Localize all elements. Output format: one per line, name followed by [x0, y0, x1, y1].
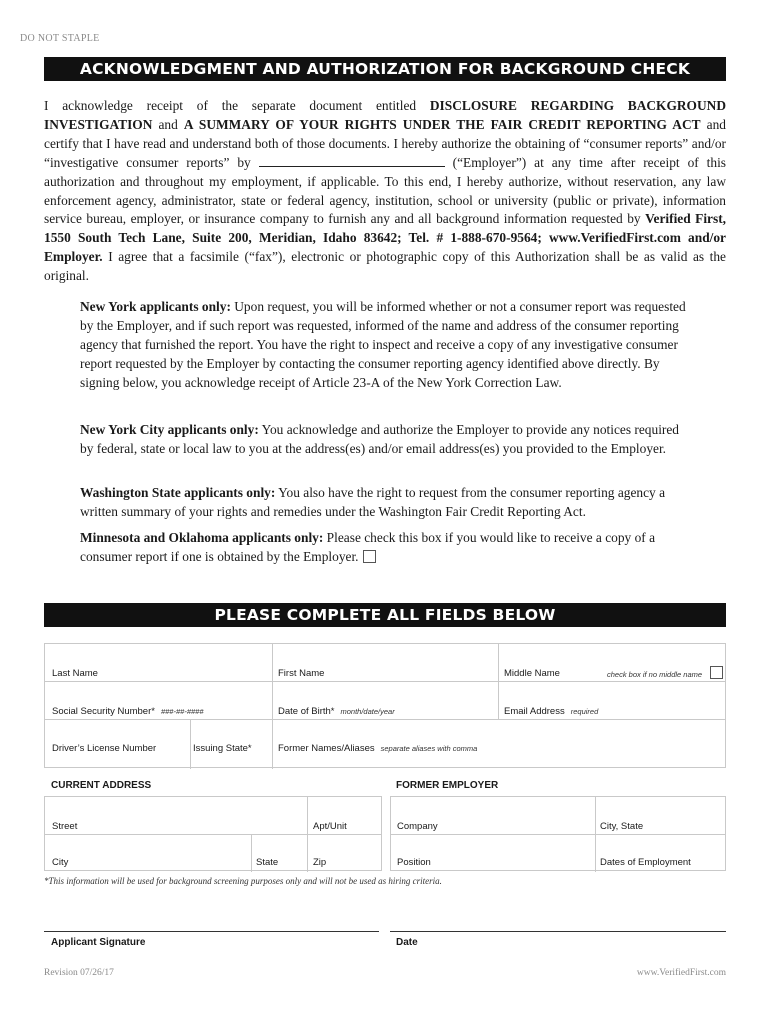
- form-title: ACKNOWLEDGMENT AND AUTHORIZATION FOR BACKGROUND CHECK: [44, 57, 726, 81]
- date-line[interactable]: [390, 931, 726, 932]
- authorization-paragraph: I acknowledge receipt of the separate document entitled DISCLOSURE REGARDING BACKGROUND INVESTIGATION and A SUMMARY OF YOUR RIGHTS UNDER THE FAIR CREDIT REPORTING ACT and certify that I have read and understand both of those documents. I hereby authorize the obtaining of “consumer reports” and/or “investigative consumer reports” by (“Employer”) at any time after receipt of this authorization and throughout my employment, if applicable. To this end, I hereby authorize, without reservation, any law enforcement agency, administrator, state or federal agency, institution, school or university (public or private), information service bureau, employer, or insurance company to furnish any and all background information requested by Verified First, 1550 South Tech Lane, Suite 200, Meridian, Idaho 83642; Tel. # 1-888-670-9564; www.VerifiedFirst.com and/or Employer. I agree that a facsimile (“fax”), electronic or photographic copy of this Authorization shall be as valid as the original.: [44, 98, 727, 284]
- email-field[interactable]: Email Address required: [504, 706, 599, 717]
- revision-date: Revision 07/26/17: [44, 968, 114, 978]
- drivers-license-field[interactable]: Driver’s License Number: [52, 743, 157, 754]
- minnesota-oklahoma-notice: Minnesota and Oklahoma applicants only: Please check this box if you would like to receive a copy of a consumer report if one is obtained by the Employer.: [80, 530, 656, 564]
- do-not-staple-note: DO NOT STAPLE: [20, 33, 100, 44]
- position-field[interactable]: Position: [397, 857, 431, 868]
- last-name-field[interactable]: Last Name: [52, 668, 98, 679]
- new-york-notice: New York applicants only: Upon request, you will be informed whether or not a consumer report was requested by the Employer, and if such report was requested, informed of the name and address of the consumer reporting agency that furnished the report. You have the right to inspect and receive a copy of any investigative consumer report requested by the Employer by contacting the consumer reporting agency identified above directly. By signing below, you acknowledge receipt of Article 23-A of the New York Correction Law.: [80, 299, 686, 390]
- washington-notice: Washington State applicants only: You also have the right to request from the consumer reporting agency a written summary of your rights and remedies under the Washington Fair Credit Reporting Act.: [80, 485, 666, 519]
- no-middle-name-checkbox[interactable]: [710, 666, 723, 679]
- applicant-signature-line[interactable]: [44, 931, 379, 932]
- applicant-signature-label: Applicant Signature: [51, 937, 146, 948]
- middle-name-field[interactable]: Middle Name: [504, 668, 560, 679]
- issuing-state-field[interactable]: Issuing State*: [193, 743, 252, 754]
- ssn-field[interactable]: Social Security Number* ###-##-####: [52, 706, 204, 717]
- current-address-grid: [44, 796, 382, 871]
- former-employer-grid: [390, 796, 726, 871]
- date-of-birth-field[interactable]: Date of Birth* month/date/year: [278, 706, 395, 717]
- personal-info-grid: [44, 643, 726, 768]
- new-york-city-notice: New York City applicants only: You acknowledge and authorize the Employer to provide any notices required by federal, state or local law to you at the address(es) and/or email address(es) you provided to the Employer.: [80, 422, 680, 456]
- zip-field[interactable]: Zip: [313, 857, 327, 868]
- state-field[interactable]: State: [256, 857, 279, 868]
- no-middle-name-label: check box if no middle name: [607, 670, 703, 679]
- former-employer-heading: FORMER EMPLOYER: [396, 780, 499, 791]
- former-names-field[interactable]: Former Names/Aliases separate aliases with comma: [278, 743, 478, 754]
- first-name-field[interactable]: First Name: [278, 668, 325, 679]
- section-title: PLEASE COMPLETE ALL FIELDS BELOW: [44, 603, 726, 627]
- consumer-report-copy-checkbox[interactable]: [363, 550, 376, 563]
- employer-name-blank[interactable]: [259, 155, 445, 167]
- website-footer: www.VerifiedFirst.com: [636, 968, 726, 978]
- current-address-heading: CURRENT ADDRESS: [51, 780, 152, 791]
- street-field[interactable]: Street: [52, 821, 78, 832]
- screening-footnote: *This information will be used for background screening purposes only and will not be used as hiring criteria.: [44, 876, 442, 886]
- company-field[interactable]: Company: [397, 821, 438, 832]
- apt-unit-field[interactable]: Apt/Unit: [313, 821, 347, 832]
- city-state-field[interactable]: City, State: [600, 821, 644, 832]
- city-field[interactable]: City: [52, 857, 69, 868]
- date-label: Date: [396, 937, 418, 948]
- dates-of-employment-field[interactable]: Dates of Employment: [600, 857, 691, 868]
